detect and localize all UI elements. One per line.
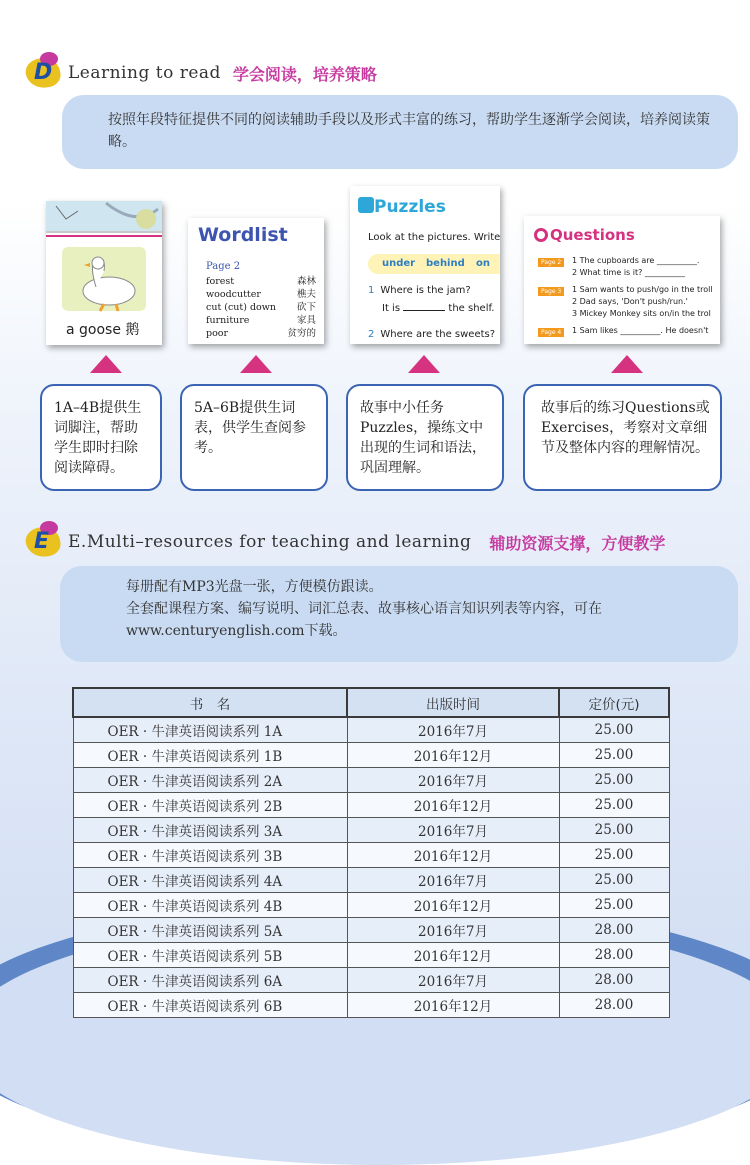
questions-group: Page 2 1 The cupboards are __________. 2 What time is it? __________ [538, 256, 720, 280]
header-price: 定价(元) [559, 688, 669, 717]
price-table [72, 687, 670, 1018]
wordlist-row: forest 森林 [206, 276, 316, 287]
section-d-badge [26, 58, 60, 88]
table-row: OER · 牛津英语阅读系列 2B 2016年12月 25.00 [73, 793, 669, 818]
wordlist-row: cut (cut) down 砍下 [206, 302, 316, 313]
word-bank-item: on [476, 258, 490, 269]
puzzles-a1: It is the shelf. [382, 303, 495, 314]
puzzle-piece-icon [358, 197, 374, 213]
wordlist-row: woodcutter 樵夫 [206, 289, 316, 300]
section-e-heading [26, 527, 665, 557]
section-d-title-cn: 学会阅读，培养策略 [232, 64, 377, 84]
section-d-letter: D [34, 60, 53, 85]
note-questions: 故事后的练习Questions或Exercises，考察对文章细节及整体内容的理解情况。 [523, 384, 722, 491]
puzzles-instruction: Look at the pictures. Write [368, 232, 500, 243]
questions-list [538, 256, 720, 340]
pointer-triangle [240, 355, 272, 373]
section-d-intro [62, 95, 738, 169]
section-e-line1: 每册配有MP3光盘一张，方便模仿跟读。 [126, 579, 383, 595]
note-wordlist: 5A–6B提供生词表，供学生查阅参考。 [180, 384, 328, 491]
pointer-triangle [611, 355, 643, 373]
word-bank-item: behind [426, 258, 465, 269]
section-e-letter: E [34, 529, 50, 554]
word-bank-item: under [382, 258, 416, 269]
section-e-title-en: E.Multi–resources for teaching and learning [68, 532, 472, 552]
section-e-intro [60, 566, 738, 662]
question-icon [534, 228, 548, 242]
table-header-row [73, 688, 669, 717]
section-d-title-en: Learning to read [68, 63, 221, 83]
wordlist-card [188, 218, 324, 344]
section-d-heading [26, 58, 377, 88]
wordlist-page: Page 2 [206, 261, 241, 272]
puzzles-title: Puzzles [374, 197, 446, 217]
section-e-line3: www.centuryenglish.com下载。 [126, 623, 347, 639]
table-row: OER · 牛津英语阅读系列 5A 2016年7月 28.00 [73, 918, 669, 943]
section-d-intro-text: 按照年段特征提供不同的阅读辅助手段以及形式丰富的练习，帮助学生逐渐学会阅读，培养阅读策略。 [108, 112, 710, 150]
questions-card [524, 216, 720, 344]
puzzles-q1: 1 Where is the jam? [368, 285, 471, 296]
table-row: OER · 牛津英语阅读系列 5B 2016年12月 28.00 [73, 943, 669, 968]
goose-card [46, 201, 162, 345]
table-row: OER · 牛津英语阅读系列 6A 2016年7月 28.00 [73, 968, 669, 993]
questions-title: Questions [550, 226, 635, 244]
wordlist-row: poor 贫穷的 [206, 328, 316, 339]
puzzles-card [350, 186, 500, 344]
questions-group: Page 3 1 Sam wants to push/go in the troll 2 Dad says, 'Don't push/run.' 3 Mickey Monkey sits on/in the trol [538, 285, 720, 321]
table-row: OER · 牛津英语阅读系列 3B 2016年12月 25.00 [73, 843, 669, 868]
section-e-line2: 全套配课程方案、编写说明、词汇总表、故事核心语言知识列表等内容，可在 [126, 601, 602, 617]
puzzles-word-bank [368, 254, 500, 274]
header-publish-date: 出版时间 [347, 688, 559, 717]
table-row: OER · 牛津英语阅读系列 6B 2016年12月 28.00 [73, 993, 669, 1018]
pointer-triangle [408, 355, 440, 373]
table-row: OER · 牛津英语阅读系列 4A 2016年7月 25.00 [73, 868, 669, 893]
note-puzzles: 故事中小任务Puzzles，操练文中出现的生词和语法，巩固理解。 [346, 384, 504, 491]
goose-caption: a goose 鹅 [66, 322, 140, 338]
table-row: OER · 牛津英语阅读系列 4B 2016年12月 25.00 [73, 893, 669, 918]
table-row: OER · 牛津英语阅读系列 3A 2016年7月 25.00 [73, 818, 669, 843]
note-footnotes: 1A–4B提供生词脚注，帮助学生即时扫除阅读障碍。 [40, 384, 162, 491]
wordlist-row: furniture 家具 [206, 315, 316, 326]
table-row: OER · 牛津英语阅读系列 2A 2016年7月 25.00 [73, 768, 669, 793]
header-book-name: 书 名 [73, 688, 347, 717]
section-e-badge [26, 527, 60, 557]
puzzles-q2: 2 Where are the sweets? [368, 329, 496, 340]
wordlist-rows [206, 275, 316, 340]
section-e-title-cn: 辅助资源支撑，方便教学 [489, 533, 666, 553]
wordlist-title: Wordlist [198, 224, 288, 246]
pointer-triangle [90, 355, 122, 373]
table-row: OER · 牛津英语阅读系列 1A 2016年7月 25.00 [73, 717, 669, 743]
table-row: OER · 牛津英语阅读系列 1B 2016年12月 25.00 [73, 743, 669, 768]
questions-group: Page 4 1 Sam likes __________. He doesn't [538, 326, 720, 340]
